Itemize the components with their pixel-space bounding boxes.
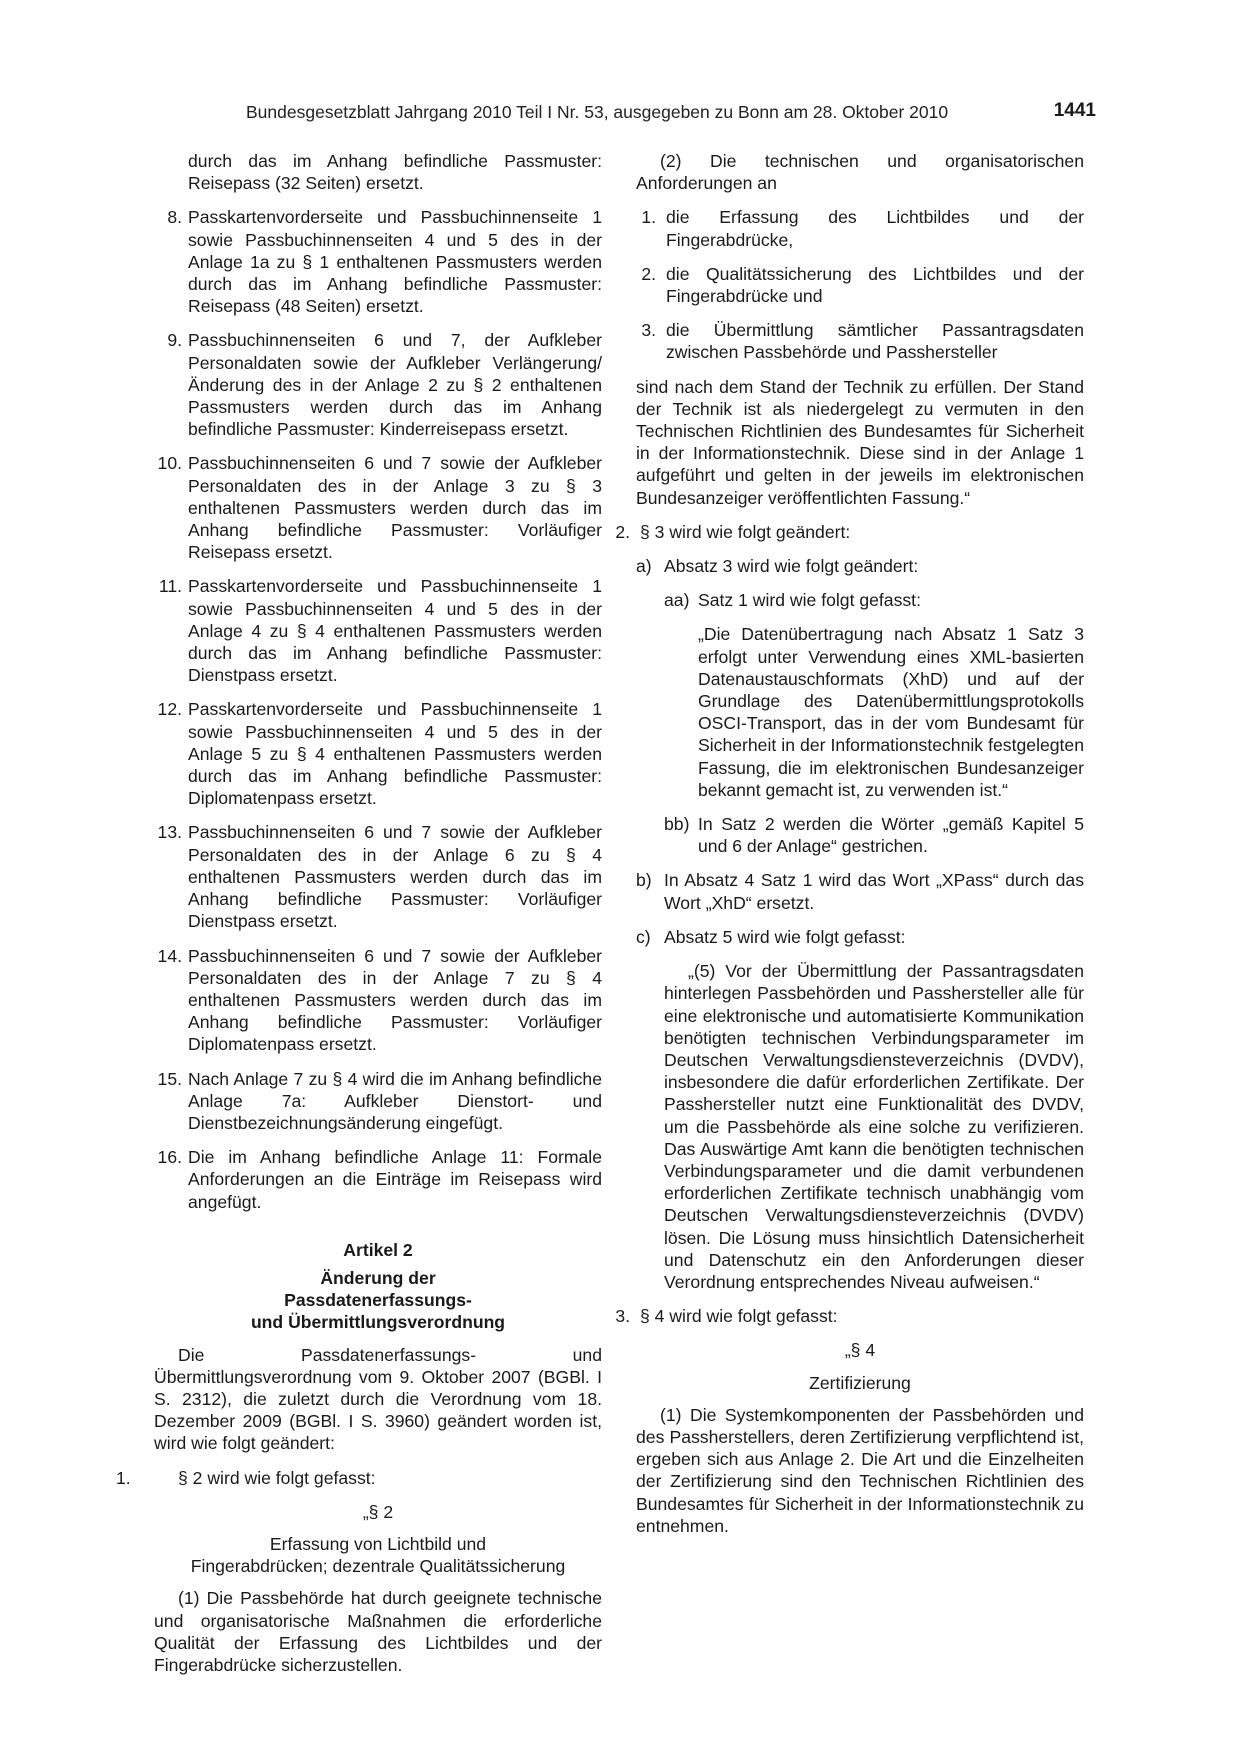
list-item [154,1146,602,1213]
item-number: 1. [641,207,656,228]
quote-block: „(5) Vor der Übermittlung der Passantragsdaten hinterlegen Passbehörden und Passhersteller alle für eine elektronische und automatisierte Kommunikation benötigten technischen Verbindungsparameter im Deutschen Verwaltungsdiensteverzeichnis (DVDV), insbesondere die dafür erforderlichen Zertifikate. Der Passhersteller nutzt eine Funktionalität des DVDV, um die Passbehörde als eine solche zu verifizieren. Das Auswärtige Amt kann die benötigten technischen Verbindungsparameter und die damit verbundenen erforderlichen Zertifikate technisch unabhängig vom Deutschen Verwaltungsdiensteverzeichnis (DVDV) lösen. Die Lösung muss hinsichtlich Datensicherheit und Datenschutz ein den Anforderungen dieser Verordnung entsprechendes Niveau aufweisen.“ [664,961,1084,1292]
sub-item-text: Absatz 5 wird wie folgt gefasst: [664,926,906,947]
item-text: Passbuchinnenseiten 6 und 7 sowie der Aufkleber Personaldaten des in der Anlage 3 zu § 3 enthaltenen Passmusters werden durch das im Anhang befindliche Passmuster: Vorläufiger Reisepass ersetzt. [188,453,602,563]
item-number: 14. [157,945,182,966]
change-number: 2. [615,521,630,542]
artikel-title [154,1267,602,1334]
list-item [154,452,602,563]
section-symbol: „§ 2 [362,1501,394,1522]
change-number: 3. [615,1306,630,1327]
list-item [154,575,602,686]
item-text: die Qualitätssicherung des Lichtbildes und der Fingerabdrücke und [666,263,1084,307]
item-text: Passkartenvorderseite und Passbuchinnenseite 1 sowie Passbuchinnenseiten 4 und 5 des in der Anlage 1a zu § 1 enthaltenen Passmusters werden durch das im Anhang befindliche Passmuster: Reisepass (48 Seiten) ersetzt. [188,207,602,317]
item-text: die Übermittlung sämtlicher Passantragsdaten zwischen Passbehörde und Passhersteller [666,320,1084,363]
item-text: Passbuchinnenseiten 6 und 7, der Aufkleber Personaldaten sowie der Aufkleber Verlängerung/Änderung des in der Anlage 2 zu § 2 enthaltenen Passmusters werden durch das im Anhang befindliche Passmuster: Kinderreisepass ersetzt. [188,330,602,440]
list-item [154,1068,602,1135]
sub-item-letter: b) [636,870,652,891]
item-number: 2. [641,263,656,284]
item-text: Passkartenvorderseite und Passbuchinnenseite 1 sowie Passbuchinnenseiten 4 und 5 des in der Anlage 4 zu § 4 enthaltenen Passmusters werden durch das im Anhang befindliche Passmuster: Dienstpass ersetzt. [188,576,602,686]
item-text: die Erfassung des Lichtbildes und der Fingerabdrücke, [666,207,1084,250]
sub-item-letter: a) [636,556,652,577]
list-item [636,319,1084,363]
item-number: 8. [167,207,182,228]
sub-sub-item-letter: bb) [664,814,690,835]
section-title-line: Erfassung von Lichtbild und [269,1533,487,1554]
right-column [615,150,1084,1549]
item-text: Passbuchinnenseiten 6 und 7 sowie der Aufkleber Personaldaten des in der Anlage 7 zu § 4 enthaltenen Passmusters werden durch das im Anhang befindliche Passmuster: Vorläufiger Diplomatenpass ersetzt. [188,945,602,1055]
item-number: 11. [158,576,182,597]
item-text: Die im Anhang befindliche Anlage 11: Formale Anforderungen an die Einträge im Reisepass wird angefügt. [188,1147,602,1212]
item-number: 3. [641,320,656,341]
section-paragraph: (1) Die Systemkomponenten der Passbehörden und des Passherstellers, deren Zertifizierung verpflichtend ist, ergeben sich aus Anlage 2. Die Art und die Einzelheiten der Zertifizierung sind den Technischen Richtlinien des Bundesamtes für Sicherheit in der Informationstechnik zu entnehmen. [636,1404,1084,1536]
list-item [154,821,602,932]
sub-item-text: In Absatz 4 Satz 1 wird das Wort „XPass“ durch das Wort „XhD“ ersetzt. [664,870,1084,913]
change-text: § 3 wird wie folgt geändert: [640,521,851,542]
item-continuation: durch das im Anhang befindliche Passmuster: Reisepass (32 Seiten) ersetzt. [188,151,602,194]
item-text: Passkartenvorderseite und Passbuchinnenseite 1 sowie Passbuchinnenseiten 4 und 5 des in der Anlage 5 zu § 4 enthaltenen Passmusters werden durch das im Anhang befindliche Passmuster: Diplomatenpass ersetzt. [188,699,602,809]
list-item [636,263,1084,307]
artikel-title-line: Passdatenerfassungs- [284,1290,472,1311]
item-number: 16. [157,1147,182,1168]
change-item [612,1305,1084,1327]
section-symbol: „§ 4 [844,1340,876,1361]
artikel-intro: Die Passdatenerfassungs- und Übermittlungsverordnung vom 9. Oktober 2007 (BGBl. I S. 2312), die zuletzt durch die Verordnung vom 18. Dezember 2009 (BGBl. I S. 3960) geändert worden ist, wird wie folgt geändert: [154,1344,602,1454]
sub-sub-item [664,813,1084,857]
sub-sub-item-text: Satz 1 wird wie folgt gefasst: [698,590,921,611]
quote-block: „Die Datenübertragung nach Absatz 1 Satz 3 erfolgt unter Verwendung eines XML-basierten Datenaustauschformats (XhD) und auf der Grundlage des Datenübermittlungsprotokolls OSCI-Transport, das in der vom Bundesamt für Sicherheit in der Informationstechnik festgelegten Fassung, die im elektronischen Bundesanzeiger bekannt gemacht ist, zu verwenden ist.“ [698,624,1084,800]
sub-sub-item-text: In Satz 2 werden die Wörter „gemäß Kapitel 5 und 6 der Anlage“ gestrichen. [698,814,1084,857]
change-text: § 2 wird wie folgt gefasst: [178,1467,376,1488]
item-number: 12. [157,699,182,720]
artikel-title-line: Änderung der [320,1267,436,1288]
sub-item-letter: c) [636,926,651,947]
sub-item-text: Absatz 3 wird wie folgt geändert: [664,556,919,577]
section-title-line: Fingerabdrücken; dezentrale Qualitätssicherung [190,1556,566,1577]
paragraph-closing: sind nach dem Stand der Technik zu erfüllen. Der Stand der Technik ist als niedergelegt zu vermuten in den Technischen Richtlinien des Bundesamtes für Sicherheit in der Informationstechnik. Diese sind in der Anlage 1 aufgeführt und gelten in der jeweils im elektronischen Bundesanzeiger veröffentlichten Fassung.“ [636,376,1084,508]
change-item [612,521,1084,543]
item-text: Nach Anlage 7 zu § 4 wird die im Anhang befindliche Anlage 7a: Aufkleber Dienstort- und Dienstbezeichnungsänderung eingefügt. [188,1068,602,1133]
sub-item [636,555,1084,577]
item-number: 15. [157,1068,182,1089]
left-column [116,150,602,1688]
section-paragraph: (1) Die Passbehörde hat durch geeignete technische und organisatorische Maßnahmen die erforderliche Qualität der Erfassung des Lichtbildes und der Fingerabdrücke sicherzustellen. [154,1588,602,1675]
change-item [116,1467,602,1489]
list-item [154,329,602,440]
change-text: § 4 wird wie folgt gefasst: [640,1306,838,1327]
running-header [246,100,1096,130]
header-title: Bundesgesetzblatt Jahrgang 2010 Teil I Nr. 53, ausgegeben zu Bonn am 28. Oktober 2010 [246,102,949,122]
list-item [154,945,602,1056]
artikel-heading: Artikel 2 [343,1239,413,1260]
change-number: 1. [116,1467,131,1488]
item-number: 9. [167,330,182,351]
list-item [154,206,602,317]
sub-item [636,869,1084,913]
sub-sub-item-letter: aa) [664,590,690,611]
page-number: 1441 [1053,100,1096,121]
sub-sub-item [664,589,1084,611]
section-title [154,1533,602,1577]
list-item [154,698,602,809]
item-number: 13. [157,822,182,843]
sub-item [636,926,1084,948]
paragraph-intro: (2) Die technischen und organisatorischen Anforderungen an [636,151,1084,194]
section-title: Zertifizierung [809,1372,911,1393]
list-item [636,206,1084,250]
artikel-title-line: und Übermittlungsverordnung [250,1312,506,1333]
item-text: Passbuchinnenseiten 6 und 7 sowie der Aufkleber Personaldaten des in der Anlage 6 zu § 4 enthaltenen Passmusters werden durch das im Anhang befindliche Passmuster: Vorläufiger Dienstpass ersetzt. [188,822,602,932]
item-number: 10. [157,453,182,474]
